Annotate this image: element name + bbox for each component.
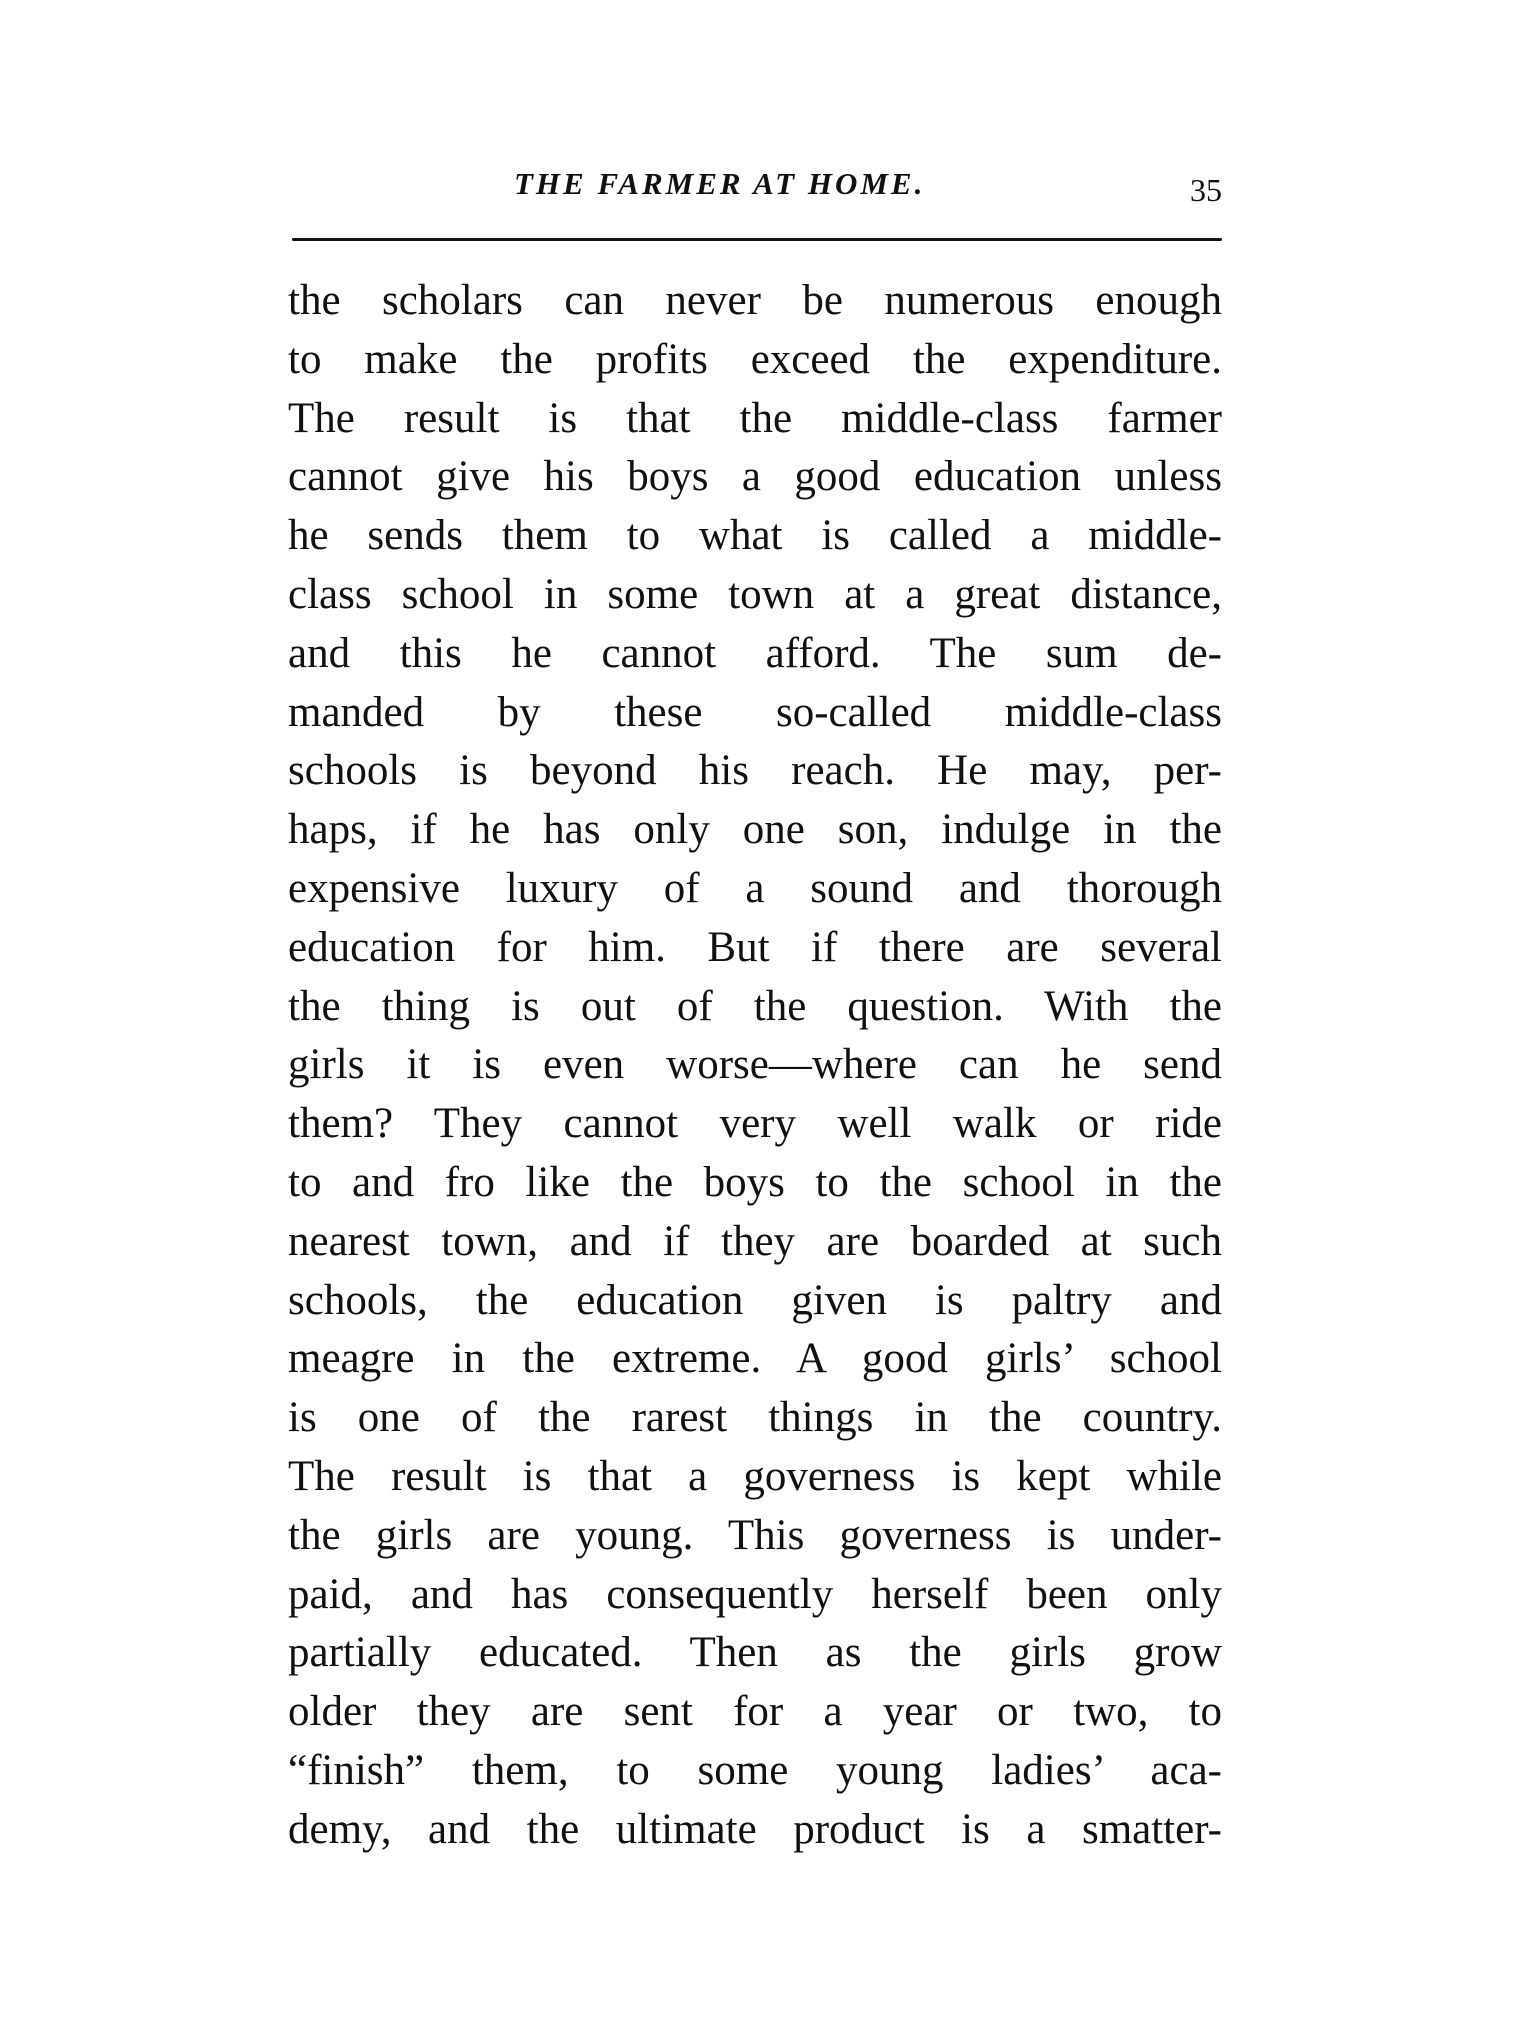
text-line: them? They cannot very well walk or ride xyxy=(288,1100,1222,1148)
text-line: the scholars can never be numerous enough xyxy=(288,277,1222,324)
text-line: is one of the rarest things in the country. xyxy=(288,1394,1222,1442)
text-line: manded by these so-called middle-class xyxy=(288,688,1222,736)
text-line: partially educated. Then as the girls grow xyxy=(288,1629,1222,1677)
page-number: 35 xyxy=(1190,172,1222,208)
text-line: and this he cannot afford. The sum de- xyxy=(288,629,1222,677)
text-line: schools, the education given is paltry and xyxy=(288,1276,1222,1324)
text-line: nearest town, and if they are boarded at such xyxy=(288,1217,1222,1265)
text-line: older they are sent for a year or two, to xyxy=(288,1688,1222,1736)
text-line: The result is that the middle-class farmer xyxy=(288,394,1222,442)
text-line: to and fro like the boys to the school in the xyxy=(288,1158,1222,1206)
text-line: education for him. But if there are several xyxy=(288,923,1222,971)
text-line: The result is that a governess is kept while xyxy=(288,1452,1222,1500)
text-line: expensive luxury of a sound and thorough xyxy=(288,864,1222,912)
text-line: the thing is out of the question. With the xyxy=(288,982,1222,1030)
text-line: meagre in the extreme. A good girls’ school xyxy=(288,1335,1222,1383)
page-header xyxy=(288,166,1222,210)
text-line: he sends them to what is called a middle- xyxy=(288,512,1222,560)
body-text xyxy=(288,272,1222,1860)
text-line: the girls are young. This governess is under- xyxy=(288,1511,1222,1559)
text-line: paid, and has consequently herself been only xyxy=(288,1570,1222,1618)
text-line: demy, and the ultimate product is a smatter- xyxy=(288,1805,1222,1853)
text-line: cannot give his boys a good education unless xyxy=(288,453,1222,501)
text-line: “finish” them, to some young ladies’ aca- xyxy=(288,1746,1222,1794)
running-title: THE FARMER AT HOME. xyxy=(514,166,926,201)
text-line: haps, if he has only one son, indulge in the xyxy=(288,806,1222,854)
header-rule xyxy=(292,238,1222,241)
text-line: girls it is even worse—where can he send xyxy=(288,1041,1222,1089)
text-line: schools is beyond his reach. He may, per- xyxy=(288,747,1222,795)
text-line: class school in some town at a great distance, xyxy=(288,570,1222,618)
text-line: to make the profits exceed the expenditure. xyxy=(288,335,1222,383)
